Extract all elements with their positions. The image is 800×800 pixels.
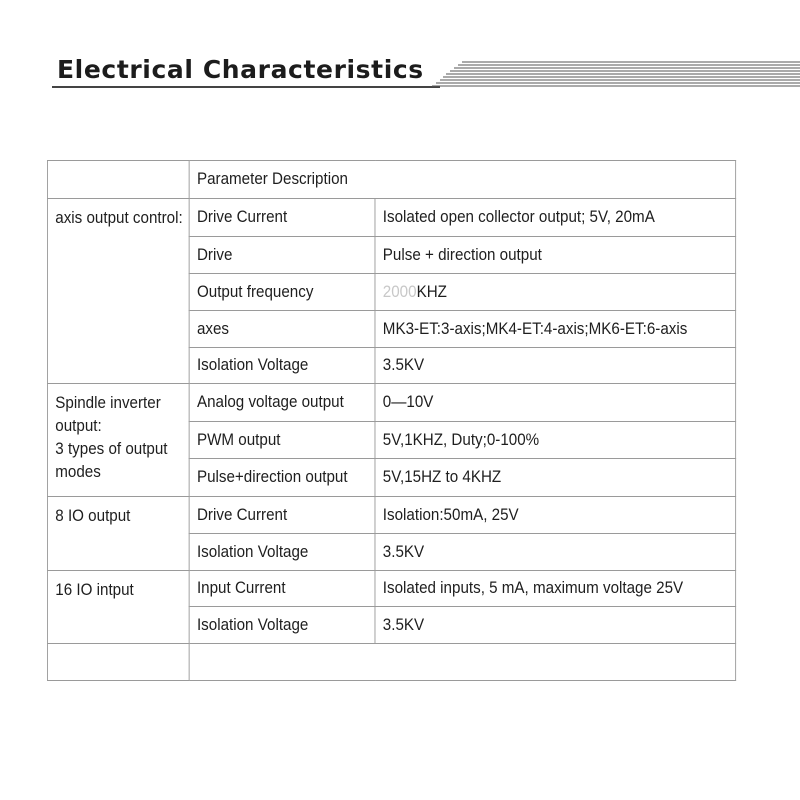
value-cell: 0—10V [375, 384, 736, 422]
group-label-text: axis output control: [55, 209, 183, 227]
title-hatch-decoration [432, 60, 800, 88]
table-footer-row [47, 644, 735, 681]
table-row [47, 199, 735, 237]
value-cell: Pulse + direction output [375, 237, 736, 274]
value-cell [375, 274, 736, 311]
value-cell: 5V,15HZ to 4KHZ [375, 459, 736, 497]
parameter-cell: Isolation Voltage [189, 348, 375, 384]
parameter-cell: Output frequency [189, 274, 375, 311]
parameter-cell: Drive Current [189, 199, 375, 237]
value-cell: MK3-ET:3-axis;MK4-ET:4-axis;MK6-ET:6-axis [375, 311, 736, 348]
value-cell: Isolated open collector output; 5V, 20mA [375, 199, 736, 237]
page-title: Electrical Characteristics [57, 55, 424, 84]
parameter-cell: Drive Current [189, 497, 375, 534]
value-cell: 3.5KV [375, 534, 736, 571]
table-row [47, 384, 735, 422]
footer-empty-cell [47, 644, 189, 681]
group-label-8-io-output [47, 497, 189, 571]
table-row [47, 571, 735, 607]
header-empty-cell [47, 161, 189, 199]
value-prefix: 2000 [382, 282, 417, 301]
parameter-cell: Input Current [189, 571, 375, 607]
group-label-text: 16 IO intput [55, 581, 134, 599]
footer-empty-cell [189, 644, 735, 681]
parameter-cell: Isolation Voltage [189, 607, 375, 644]
parameter-cell: PWM output [189, 422, 375, 459]
parameter-cell: Drive [189, 237, 375, 274]
table-header-row [47, 161, 735, 199]
title-underline [52, 86, 440, 88]
parameter-cell: Isolation Voltage [189, 534, 375, 571]
group-label-16-io-input [47, 571, 189, 644]
group-label-axis-output [47, 199, 189, 384]
group-label-text: 8 IO output [55, 507, 131, 525]
parameter-cell: Analog voltage output [189, 384, 375, 422]
group-label-subtext: 3 types of output modes [55, 440, 168, 481]
value-cell: Isolated inputs, 5 mA, maximum voltage 25V [375, 571, 736, 607]
parameter-cell: axes [189, 311, 375, 348]
value-cell: 3.5KV [375, 348, 736, 384]
header-cell: Parameter Description [189, 161, 735, 199]
value-cell: Isolation:50mA, 25V [375, 497, 736, 534]
electrical-characteristics-table [47, 160, 736, 681]
value-unit: KHZ [416, 282, 447, 301]
parameter-cell: Pulse+direction output [189, 459, 375, 497]
value-cell: 5V,1KHZ, Duty;0-100% [375, 422, 736, 459]
group-label-spindle-inverter [47, 384, 189, 497]
table-row [47, 497, 735, 534]
group-label-text: Spindle inverter output: [55, 394, 161, 435]
value-cell: 3.5KV [375, 607, 736, 644]
